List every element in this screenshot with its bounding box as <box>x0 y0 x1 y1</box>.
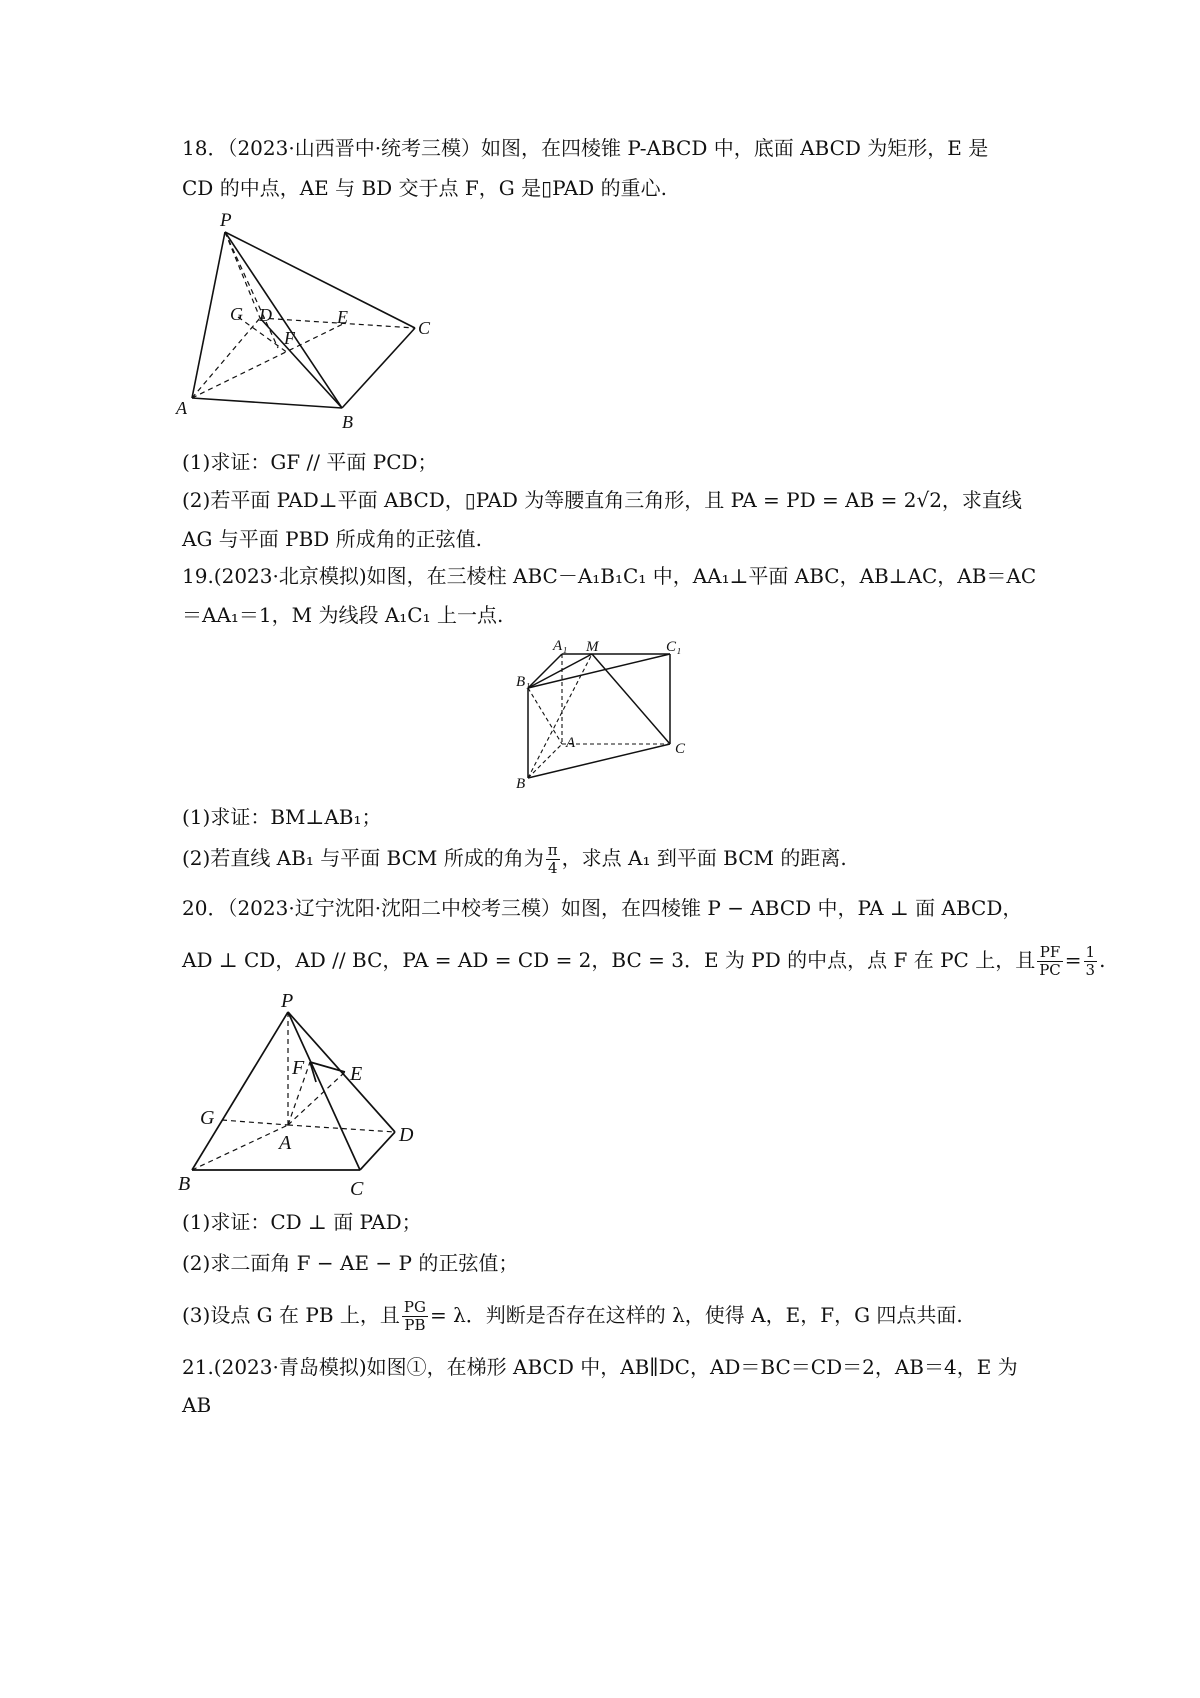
problem-20-line-2: AD ⊥ CD，AD // BC，PA = AD = CD = 2，BC = 3．E 为 PD 的中点，点 F 在 PC 上，且 $\frac{PF}{PC}$ = $\frac{1}{3}$ . <box>182 943 1106 979</box>
problem-18-part-2-cont: AG 与平面 PBD 所成角的正弦值. <box>182 527 483 551</box>
figure-prism-abc <box>516 636 720 796</box>
problem-20-part-2: (2)求二面角 F − AE − P 的正弦值； <box>182 1251 519 1275</box>
label-m: M <box>586 639 599 655</box>
label-c1: C₁ <box>666 639 682 655</box>
label-b1: B₁ <box>516 674 531 690</box>
label-b: B <box>178 1173 191 1195</box>
lambda-den: PB <box>404 1316 426 1334</box>
ratio-eq: = <box>1064 948 1082 972</box>
label-b: B <box>516 776 526 792</box>
problem-18-part-2: (2)若平面 PAD⊥平面 ABCD，▯PAD 为等腰直角三角形，且 PA = PD = AB = 2√2，求直线 <box>182 488 1022 512</box>
label-a: A <box>176 398 187 418</box>
label-g: G <box>200 1107 215 1129</box>
lambda-fraction <box>402 1299 428 1334</box>
label-g: G <box>230 304 243 324</box>
label-b: B <box>342 412 353 432</box>
label-a1: A₁ <box>553 638 568 654</box>
problem-18-line-1: 18．（2023·山西晋中·统考三模）如图，在四棱锥 P-ABCD 中，底面 ABCD 为矩形，E 是 <box>182 136 989 160</box>
ratio-value-den: 3 <box>1085 961 1096 979</box>
figure-pyramid-p-abcd <box>176 210 480 440</box>
problem-21-line-2: AB <box>182 1393 212 1417</box>
problem-20-part-1: (1)求证：CD ⊥ 面 PAD； <box>182 1210 422 1234</box>
label-c: C <box>675 741 686 757</box>
label-e: E <box>350 1063 363 1085</box>
problem-18-part-1: (1)求证：GF // 平面 PCD； <box>182 450 438 474</box>
problem-19-part-2-text-b: ，求点 A₁ 到平面 BCM 的距离. <box>561 846 847 870</box>
label-c: C <box>418 318 431 338</box>
problem-20-line-1: 20．（2023·辽宁沈阳·沈阳二中校考三模）如图，在四棱锥 P − ABCD 中，PA ⊥ 面 ABCD， <box>182 896 1023 920</box>
angle-fraction <box>546 842 560 877</box>
label-a: A <box>566 735 576 751</box>
label-d: D <box>259 305 272 325</box>
ratio-den: PC <box>1039 961 1061 979</box>
problem-20-part-3 <box>182 1299 1032 1334</box>
problem-20-part-3-text-a: (3)设点 G 在 PB 上，且 <box>182 1303 400 1327</box>
ratio-value <box>1084 944 1098 979</box>
label-p: P <box>220 210 232 231</box>
ratio-pf-pc <box>1037 944 1063 979</box>
label-c: C <box>350 1178 364 1200</box>
angle-num: π <box>547 841 558 859</box>
angle-den: 4 <box>547 859 558 877</box>
label-e: E <box>337 307 348 327</box>
label-f: F <box>292 1057 305 1079</box>
problem-20-line-2-text: AD ⊥ CD，AD // BC，PA = AD = CD = 2，BC = 3．E 为 PD 的中点，点 F 在 PC 上，且 <box>182 948 1036 972</box>
problem-20-part-3-text-b: = λ．判断是否存在这样的 λ，使得 A，E，F，G 四点共面. <box>429 1303 963 1327</box>
label-f: F <box>284 328 295 348</box>
label-p: P <box>281 990 294 1012</box>
figure-pyramid-p-abcd-2 <box>180 992 460 1212</box>
label-d: D <box>399 1124 414 1146</box>
problem-21-line-1: 21.(2023·青岛模拟)如图①，在梯形 ABCD 中，AB∥DC，AD＝BC＝CD＝2，AB＝4，E 为 <box>182 1355 1018 1379</box>
problem-19-part-2-text-a: (2)若直线 AB₁ 与平面 BCM 所成的角为 <box>182 846 544 870</box>
problem-19-part-2 <box>182 842 1032 877</box>
problem-19-line-1: 19.(2023·北京模拟)如图，在三棱柱 ABC－A₁B₁C₁ 中，AA₁⊥平面 ABC，AB⊥AC，AB＝AC <box>182 564 1037 588</box>
ratio-num: PF <box>1037 944 1063 962</box>
lambda-num: PG <box>403 1298 426 1316</box>
label-a: A <box>279 1132 292 1154</box>
problem-19-line-2: ＝AA₁＝1，M 为线段 A₁C₁ 上一点. <box>182 603 504 627</box>
problem-19-part-1: (1)求证：BM⊥AB₁； <box>182 805 382 829</box>
ratio-value-num: 1 <box>1085 943 1096 961</box>
problem-18-line-2: CD 的中点，AE 与 BD 交于点 F，G 是▯PAD 的重心. <box>182 176 667 200</box>
